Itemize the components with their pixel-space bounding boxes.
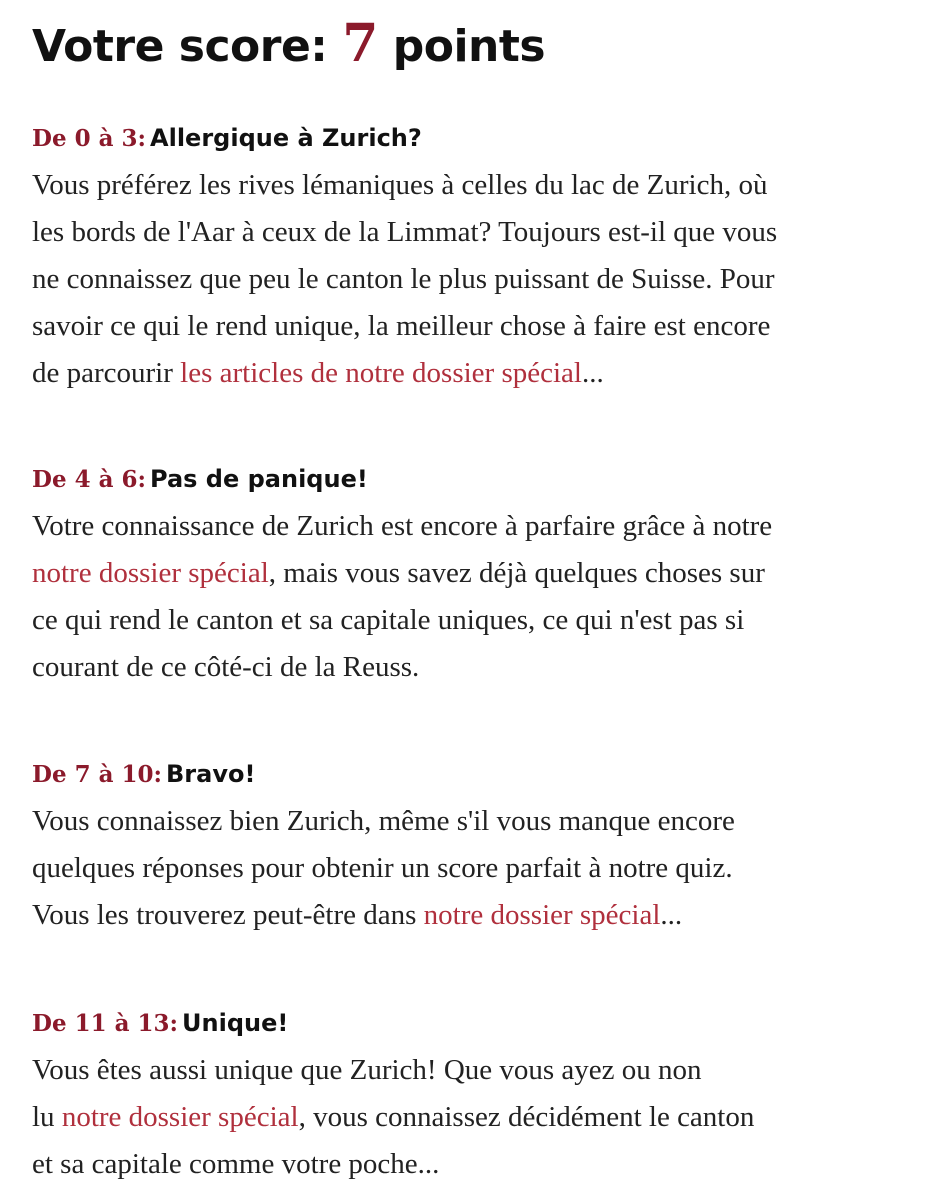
range-heading (32, 758, 937, 790)
range-title: Allergique à Zurich? (150, 124, 422, 152)
range-label: De 7 à 10: (32, 761, 163, 788)
text-line: ne connaissez que peu le canton le plus puissant de Suisse. Pour (32, 263, 775, 295)
text-line: Vous préférez les rives lémaniques à celles du lac de Zurich, où (32, 169, 768, 201)
text-segment: ... (660, 899, 683, 931)
range-title: Pas de panique! (150, 465, 368, 493)
text-line: Votre connaissance de Zurich est encore à parfaire grâce à notre (32, 510, 773, 542)
text-line: savoir ce qui le rend unique, la meilleur chose à faire est encore (32, 310, 771, 342)
text-segment: Vous les trouverez peut-être dans (32, 899, 424, 931)
range-label: De 11 à 13: (32, 1010, 179, 1037)
text-line (32, 1094, 937, 1141)
range-label: De 0 à 3: (32, 125, 147, 152)
dossier-link[interactable]: notre dossier spécial (61, 1101, 299, 1133)
range-title: Unique! (182, 1009, 289, 1037)
text-segment: lu (32, 1101, 62, 1133)
result-section-7-10 (32, 758, 937, 939)
text-line (32, 892, 937, 939)
range-heading (32, 1007, 937, 1039)
dossier-link[interactable]: notre dossier spécial (423, 899, 661, 931)
range-title: Bravo! (166, 760, 256, 788)
text-line: courant de ce côté-ci de la Reuss. (32, 651, 420, 683)
score-prefix: Votre score: (32, 21, 343, 72)
text-segment: , vous connaissez décidément le canton (298, 1101, 755, 1133)
range-label: De 4 à 6: (32, 466, 147, 493)
text-line: Vous connaissez bien Zurich, même s'il vous manque encore (32, 805, 735, 837)
text-line (32, 350, 937, 397)
text-segment: ... (581, 357, 604, 389)
text-line: et sa capitale comme votre poche... (32, 1148, 440, 1180)
text-line: Vous êtes aussi unique que Zurich! Que vous ayez ou non (32, 1054, 702, 1086)
score-suffix: points (377, 21, 546, 72)
section-description (32, 162, 937, 397)
range-heading (32, 463, 937, 495)
score-heading (32, 13, 546, 74)
text-line: quelques réponses pour obtenir un score parfait à notre quiz. (32, 852, 733, 884)
section-description (32, 1047, 937, 1188)
text-line: les bords de l'Aar à ceux de la Limmat? Toujours est-il que vous (32, 216, 778, 248)
result-section-0-3 (32, 122, 937, 397)
text-segment: , mais vous savez déjà quelques choses sur (268, 557, 765, 589)
dossier-articles-link[interactable]: les articles de notre dossier spécial (180, 357, 582, 389)
result-section-11-13 (32, 1007, 937, 1188)
result-section-4-6 (32, 463, 937, 691)
section-description (32, 503, 937, 691)
section-description (32, 798, 937, 939)
text-line: ce qui rend le canton et sa capitale uniques, ce qui n'est pas si (32, 604, 745, 636)
range-heading (32, 122, 937, 154)
text-segment: de parcourir (32, 357, 181, 389)
dossier-link[interactable]: notre dossier spécial (32, 557, 269, 589)
text-line (32, 550, 937, 597)
score-value: 7 (342, 13, 378, 74)
